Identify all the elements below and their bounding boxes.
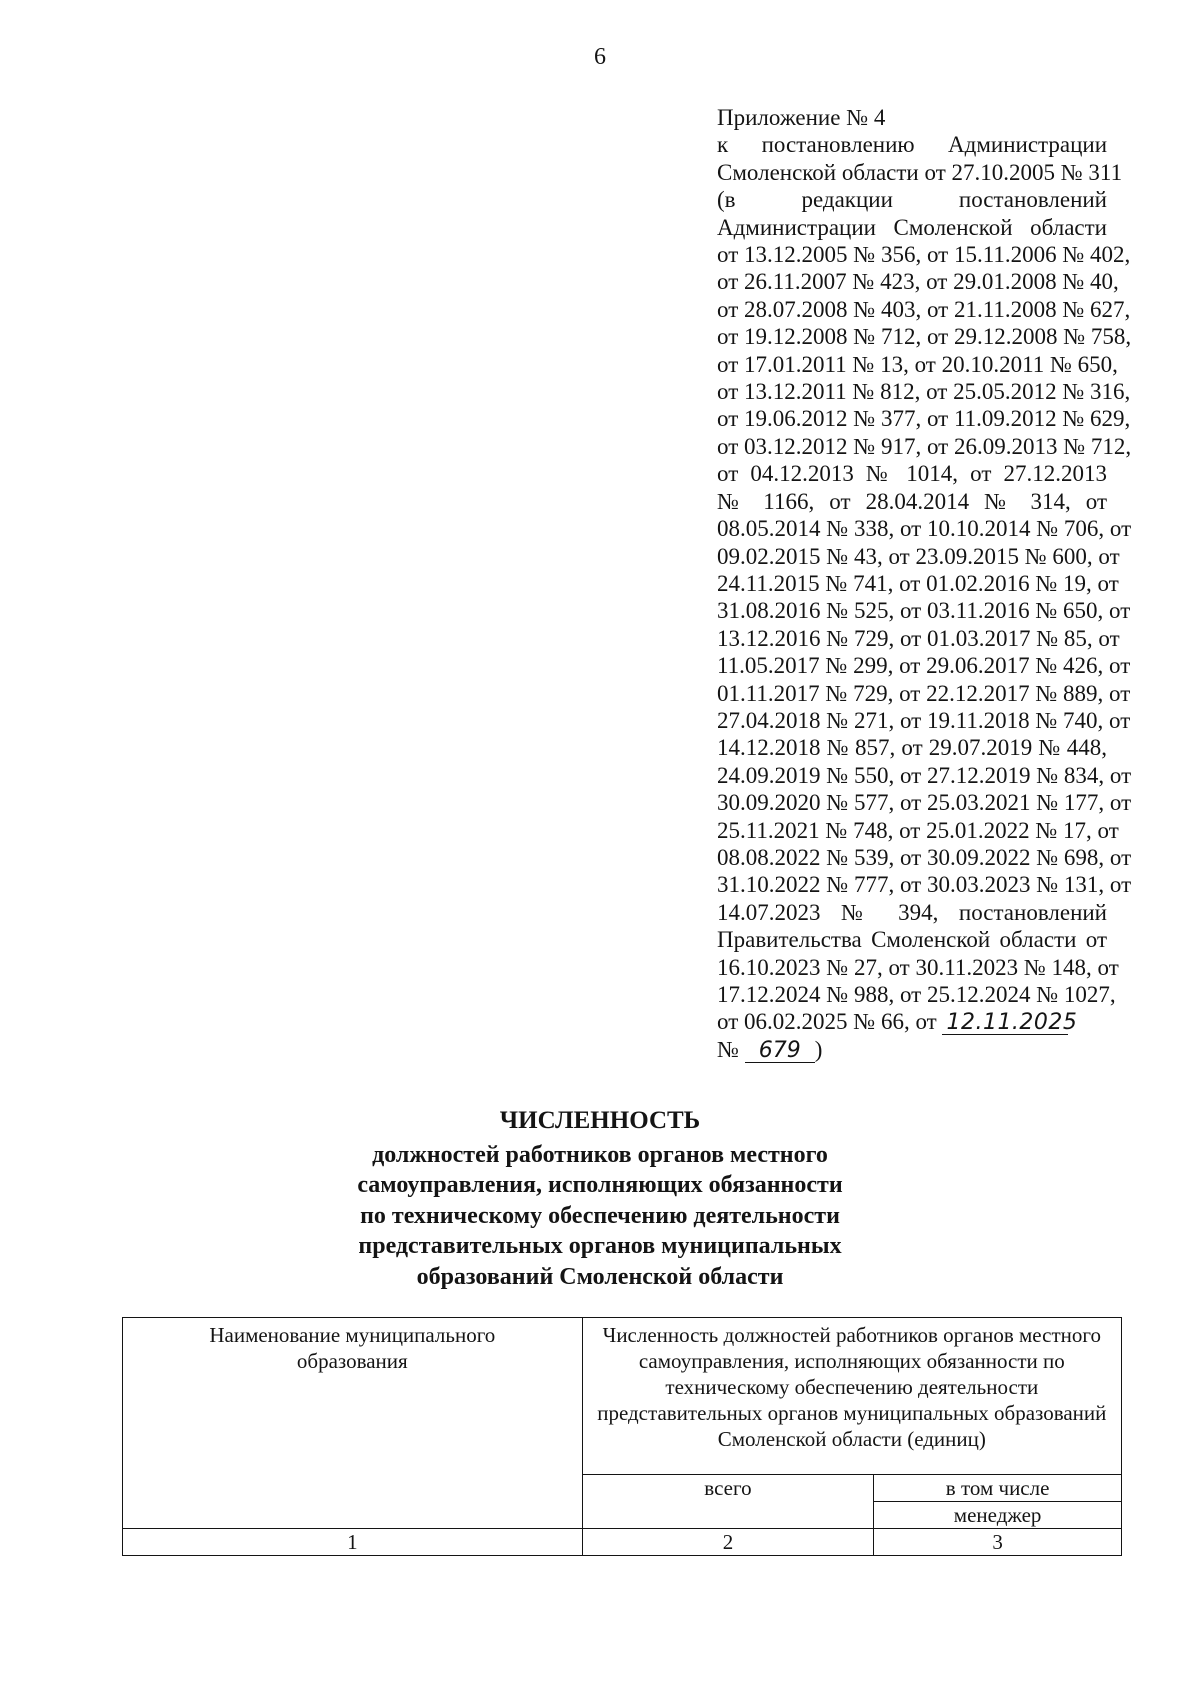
appendix-line: 27.04.2018 № 271, от 19.11.2018 № 740, от: [717, 707, 1131, 733]
appendix-line: от 28.07.2008 № 403, от 21.11.2008 № 627,: [717, 296, 1131, 322]
appendix-last-line-prefix: от 06.02.2025 № 66, от: [717, 1009, 937, 1035]
title-line: самоуправления, исполняющих обязанности: [357, 1172, 843, 1198]
handwritten-date: 12.11.2025: [942, 1012, 1068, 1035]
column-number-2: 2: [582, 1529, 874, 1556]
closing-paren: ): [814, 1036, 823, 1062]
appendix-line: 14.07.2023 № 394, постановлений: [717, 899, 1107, 925]
header-positions-count: Численность должностей работников органов местного самоуправления, исполняющих обязанности по техническому обеспечению деятельности представительных органов муниципальных образований Смоленской области (единиц): [582, 1318, 1121, 1475]
appendix-line: 13.12.2016 № 729, от 01.03.2017 № 85, от: [717, 625, 1120, 651]
appendix-last-line: [717, 1008, 1107, 1035]
appendix-line: от 19.12.2008 № 712, от 29.12.2008 № 758,: [717, 324, 1132, 350]
appendix-line: 14.12.2018 № 857, от 29.07.2019 № 448,: [717, 735, 1107, 761]
appendix-number-line: [717, 1036, 1107, 1063]
appendix-line: Смоленской области от 27.10.2005 № 311: [717, 159, 1123, 185]
handwritten-number: 679: [745, 1040, 815, 1063]
header-municipality-name: Наименование муниципального образования: [123, 1318, 583, 1529]
appendix-line: 25.11.2021 № 748, от 25.01.2022 № 17, от: [717, 817, 1119, 843]
appendix-line: Администрации Смоленской области: [717, 214, 1107, 240]
page-number: 6: [594, 44, 606, 70]
title-line: по техническому обеспечению деятельности: [360, 1202, 840, 1229]
document-title: [300, 1106, 900, 1292]
appendix-line: от 26.11.2007 № 423, от 29.01.2008 № 40,: [717, 269, 1119, 295]
appendix-line: Правительства Смоленской области от: [717, 927, 1107, 953]
appendix-line: от 19.06.2012 № 377, от 11.09.2012 № 629,: [717, 406, 1131, 432]
appendix-line: от 13.12.2011 № 812, от 25.05.2012 № 316,: [717, 379, 1131, 405]
appendix-line: от 13.12.2005 № 356, от 15.11.2006 № 402,: [717, 242, 1131, 268]
appendix-line: 17.12.2024 № 988, от 25.12.2024 № 1027,: [717, 982, 1116, 1007]
numbers-table: [122, 1317, 1122, 1556]
appendix-line: 01.11.2017 № 729, от 22.12.2017 № 889, от: [717, 680, 1131, 706]
appendix-line: 08.05.2014 № 338, от 10.10.2014 № 706, от: [717, 516, 1132, 542]
appendix-line: 24.11.2015 № 741, от 01.02.2016 № 19, от: [717, 570, 1119, 596]
header-total: всего: [582, 1475, 874, 1529]
column-number-3: 3: [874, 1529, 1122, 1556]
appendix-line: 09.02.2015 № 43, от 23.09.2015 № 600, от: [717, 543, 1120, 569]
appendix-line: 16.10.2023 № 27, от 30.11.2023 № 148, от: [717, 954, 1119, 980]
header-manager: менеджер: [874, 1502, 1122, 1529]
appendix-line: 31.08.2016 № 525, от 03.11.2016 № 650, от: [717, 598, 1131, 624]
title-line: должностей работников органов местного: [372, 1141, 828, 1168]
appendix-line: к постановлению Администрации: [717, 132, 1107, 158]
title-heading: ЧИСЛЕННОСТЬ: [499, 1107, 701, 1134]
appendix-line: 31.10.2022 № 777, от 30.03.2023 № 131, от: [717, 872, 1132, 898]
appendix-line: 24.09.2019 № 550, от 27.12.2019 № 834, от: [717, 762, 1132, 788]
title-line: представительных органов муниципальных: [358, 1233, 842, 1259]
title-line: образований Смоленской области: [416, 1263, 784, 1290]
appendix-header: Приложение № 4: [717, 105, 886, 130]
appendix-line: от 17.01.2011 № 13, от 20.10.2011 № 650,: [717, 351, 1118, 377]
appendix-line: 11.05.2017 № 299, от 29.06.2017 № 426, от: [717, 653, 1131, 679]
header-including: в том числе: [874, 1475, 1122, 1502]
appendix-line: от 04.12.2013 № 1014, от 27.12.2013: [717, 461, 1107, 487]
appendix-line: № 1166, от 28.04.2014 № 314, от: [717, 488, 1107, 514]
appendix-line: (в редакции постановлений: [717, 187, 1107, 213]
appendix-line: 08.08.2022 № 539, от 30.09.2022 № 698, от: [717, 844, 1132, 870]
appendix-line: 30.09.2020 № 577, от 25.03.2021 № 177, от: [717, 790, 1132, 816]
appendix-block: [717, 104, 1132, 1063]
column-number-1: 1: [123, 1529, 583, 1556]
appendix-line: от 03.12.2012 № 917, от 26.09.2013 № 712,: [717, 433, 1132, 459]
number-sign: №: [717, 1036, 739, 1062]
